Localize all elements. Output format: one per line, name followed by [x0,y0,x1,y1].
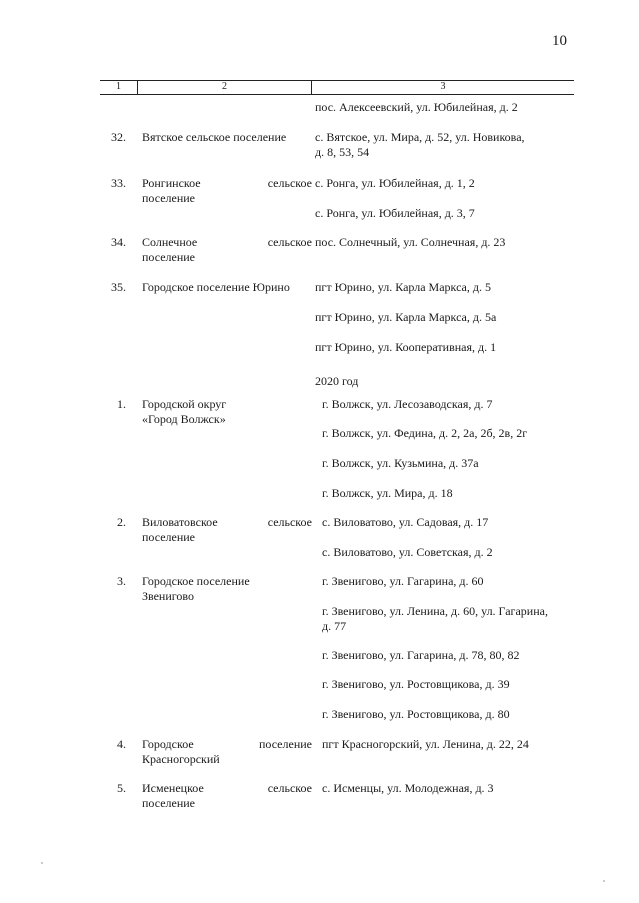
header-col-2: 2 [138,81,312,94]
address: г. Звенигово, ул. Ленина, д. 60, ул. Гагарина, д. 77 [322,604,548,633]
address: г. Волжск, ул. Кузьмина, д. 37а [322,456,479,470]
address: с. Вятское, ул. Мира, д. 52, ул. Новикова, д. 8, 53, 54 [315,130,525,159]
settlement-name: Солнечное сельское поселение [142,235,312,264]
table-header [100,80,574,95]
settlement-name: Городское поселение Звенигово [142,574,250,603]
row-number: 34. [111,235,126,249]
continuation-address: пос. Алексеевский, ул. Юбилейная, д. 2 [315,100,518,114]
address: с. Ронга, ул. Юбилейная, д. 1, 2 [315,176,475,190]
address: с. Ронга, ул. Юбилейная, д. 3, 7 [315,206,475,220]
row-number: 33. [111,176,126,190]
address: с. Виловатово, ул. Садовая, д. 17 [322,515,489,529]
row-number: 1. [117,397,126,411]
settlement-name: Городское поселение Юрино [142,280,290,294]
year-heading: 2020 год [315,374,359,388]
address: пгт Юрино, ул. Карла Маркса, д. 5 [315,280,491,294]
address: с. Виловатово, ул. Советская, д. 2 [322,545,493,559]
row-number: 3. [117,574,126,588]
address: г. Звенигово, ул. Гагарина, д. 78, 80, 82 [322,648,520,662]
row-number: 32. [111,130,126,144]
address: г. Звенигово, ул. Ростовщикова, д. 80 [322,707,510,721]
address: г. Волжск, ул. Федина, д. 2, 2а, 2б, 2в, 2г [322,426,528,440]
address: пгт Юрино, ул. Кооперативная, д. 1 [315,340,497,354]
row-number: 5. [117,781,126,795]
row-number: 2. [117,515,126,529]
address: г. Звенигово, ул. Гагарина, д. 60 [322,574,484,588]
settlement-name: Виловатовское сельское поселение [142,515,312,544]
row-number: 35. [111,280,126,294]
address: пос. Солнечный, ул. Солнечная, д. 23 [315,235,506,249]
settlement-name: Городской округ «Город Волжск» [142,397,227,426]
settlement-name: Ронгинское сельское поселение [142,176,312,205]
settlement-name: Городское поселение Красногорский [142,737,312,766]
address: г. Звенигово, ул. Ростовщикова, д. 39 [322,677,510,691]
page-number: 10 [552,33,567,49]
scan-dot [41,862,43,864]
row-number: 4. [117,737,126,751]
settlement-name: Исменецкое сельское поселение [142,781,312,810]
address: с. Исменцы, ул. Молодежная, д. 3 [322,781,494,795]
header-col-3: 3 [440,81,446,92]
scan-dot [603,880,605,882]
address: г. Волжск, ул. Лесозаводская, д. 7 [322,397,493,411]
address: г. Волжск, ул. Мира, д. 18 [322,486,453,500]
address: пгт Юрино, ул. Карла Маркса, д. 5а [315,310,497,324]
settlement-name: Вятское сельское поселение [142,130,287,144]
header-col-1: 1 [100,81,138,94]
address: пгт Красногорский, ул. Ленина, д. 22, 24 [322,737,529,751]
